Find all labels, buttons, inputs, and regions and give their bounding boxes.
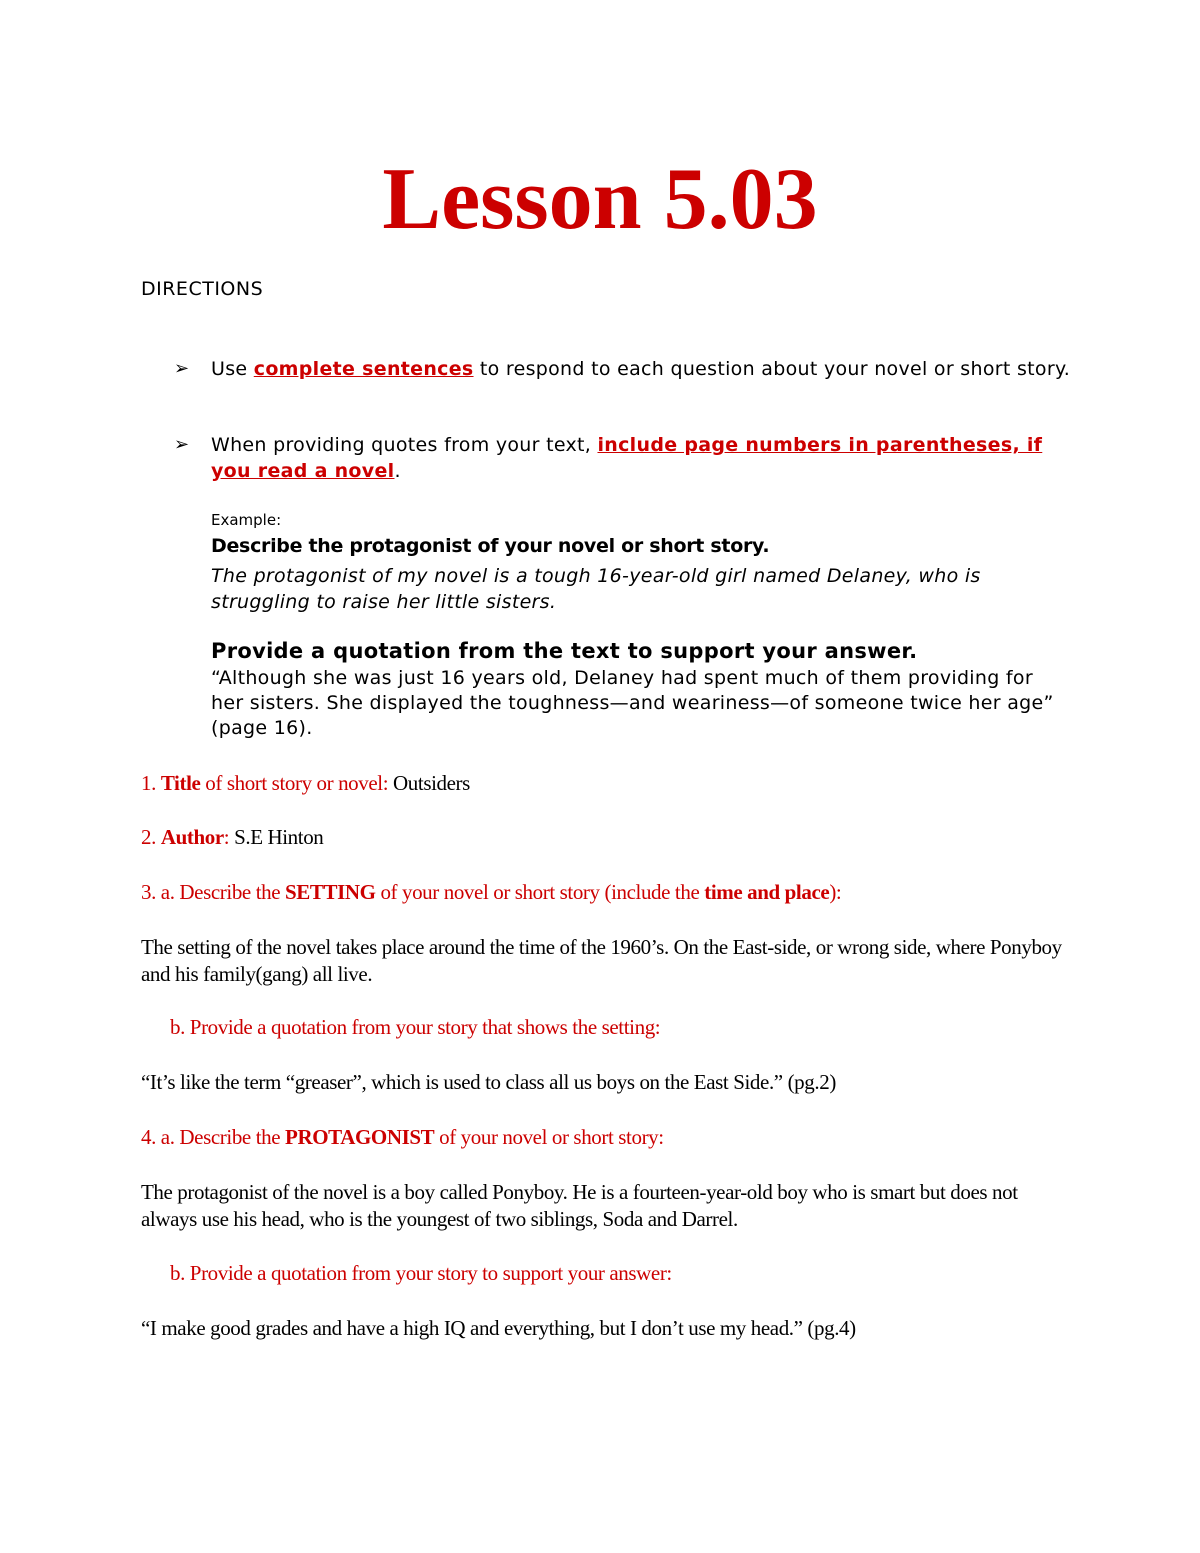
example-answer-1: The protagonist of my novel is a tough 16-year-old girl named Delaney, who is struggling to raise her little sisters. [211, 565, 981, 613]
directions-heading: DIRECTIONS [141, 278, 264, 300]
direction-item-1: Use complete sentences to respond to each question about your novel or short story. [211, 358, 1071, 380]
direction-item-2: When providing quotes from your text, include page numbers in parentheses, if you read a novel. [211, 434, 1043, 482]
example-question-1: Describe the protagonist of your novel or short story. [211, 535, 770, 557]
question-2: 2. Author: S.E Hinton [141, 825, 324, 849]
lesson-title: Lesson 5.03 [382, 151, 818, 248]
arrow-bullet-icon: ➢ [174, 358, 190, 379]
answer-protagonist: The protagonist of the novel is a boy called Ponyboy. He is a fourteen-year-old boy who is smart but does not always use his head, who is the youngest of two siblings, Soda and Darrel. [141, 1180, 1018, 1231]
question-1: 1. Title of short story or novel: Outsiders [141, 771, 470, 795]
emphasis-page-numbers: include page numbers in parentheses, if you read a novel [211, 434, 1043, 482]
answer-author: S.E Hinton [234, 825, 324, 849]
question-3a: 3. a. Describe the SETTING of your novel or short story (include the time and place): [141, 880, 842, 904]
answer-setting: The setting of the novel takes place around the time of the 1960’s. On the East-side, or wrong side, where Ponyboy and his family(gang) all live. [141, 935, 1062, 986]
emphasis-complete-sentences: complete sentences [253, 358, 474, 380]
example-answer-2: “Although she was just 16 years old, Delaney had spent much of them providing for her sisters. She displayed the toughness—and weariness—of someone twice her age” (page 16). [211, 667, 1054, 739]
example-question-2: Provide a quotation from the text to support your answer. [211, 639, 918, 663]
example-label: Example: [211, 511, 282, 529]
answer-setting-quote: “It’s like the term “greaser”, which is used to class all us boys on the East Side.” (pg.2) [141, 1070, 836, 1094]
question-3b: b. Provide a quotation from your story that shows the setting: [170, 1015, 661, 1039]
answer-title: Outsiders [393, 771, 470, 795]
arrow-bullet-icon: ➢ [174, 434, 190, 455]
question-4a: 4. a. Describe the PROTAGONIST of your novel or short story: [141, 1125, 664, 1149]
question-4b: b. Provide a quotation from your story to support your answer: [170, 1261, 672, 1285]
answer-protagonist-quote: “I make good grades and have a high IQ and everything, but I don’t use my head.” (pg.4) [141, 1316, 856, 1340]
